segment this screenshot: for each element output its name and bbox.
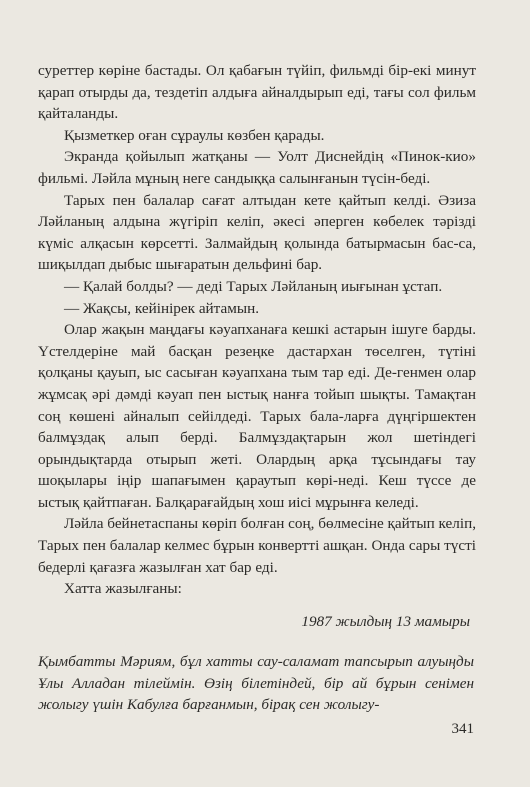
dialogue-line: — Қалай болды? — деді Тарых Ләйланың иығынан ұстап.	[64, 277, 443, 295]
page-number: 341	[451, 721, 474, 737]
letter-date: 1987 жылдың 13 мамыры	[301, 613, 470, 630]
body-text	[38, 60, 476, 600]
paragraph-continuation: суреттер көріне бастады. Ол қабағын түйіп, фильмді бір-екі минут қарап отырды да, тездетіп алдыға айналдырып еді, тағы сол фильм қайталанды.	[38, 62, 476, 123]
paragraph: Тарых пен балалар сағат алтыдан кете қайтып келді. Әзиза Ләйланың алдына жүгіріп келіп, әкесі әперген көбелек тәрізді күміс алқасын көрсетті. Залмайдың қолында батырмасын бас-са, шиқылдап дыбыс шығаратын дельфині бар.	[38, 191, 476, 274]
paragraph: Олар жақын маңдағы кәуапханаға кешкі астарын ішуге барды. Үстелдеріне май басқан резеңке дастархан төселген, түтіні қолқаны қауып, ыс сасыған кәуапхана тым тар еді. Де-генмен олар жұмсақ әрі дәмді кәуап пен ыстық нанға тойып шықты. Тамақтан соң көшені айналып сейілдеді. Тарых бала-ларға дүңгіршектен балмұздақ алып берді. Балмұздақтарын жол шетіндегі орындықтарда отырып жеті. Олардың арқа тұсындағы тау шоқылары іңір шапағымен қараутып көрі-неді. Кеш түссе де ыстық қайтпаған. Балқарағайдың хош иісі мұрынға келеді.	[38, 321, 476, 511]
dialogue-line: — Жақсы, кейінірек айтамын.	[64, 299, 259, 317]
paragraph: Қызметкер оған сұраулы көзбен қарады.	[64, 126, 325, 144]
letter-text: Қымбатты Мәриям, бұл хатты сау-саламат тапсырып алуыңды Ұлы Алладан тілеймін. Өзің білетіндей, бір ай бұрын сенімен жолыгу үшін Кабулға барғанмын, бірақ сен жолыгу-	[38, 653, 474, 714]
paragraph: Экранда қойылып жатқаны — Уолт Диснейдің «Пинок-кио» фильмі. Ләйла мұның неге сандыққа салынғанын түсін-беді.	[38, 148, 476, 187]
paragraph: Ләйла бейнетаспаны көріп болған соң, бөлмесіне қайтып келіп, Тарых пен балалар келмес бұрын конвертті ашқан. Онда сары түсті бедерлі қағазға жазылған хат бар еді.	[38, 515, 476, 576]
paragraph: Хатта жазылғаны:	[64, 580, 182, 598]
